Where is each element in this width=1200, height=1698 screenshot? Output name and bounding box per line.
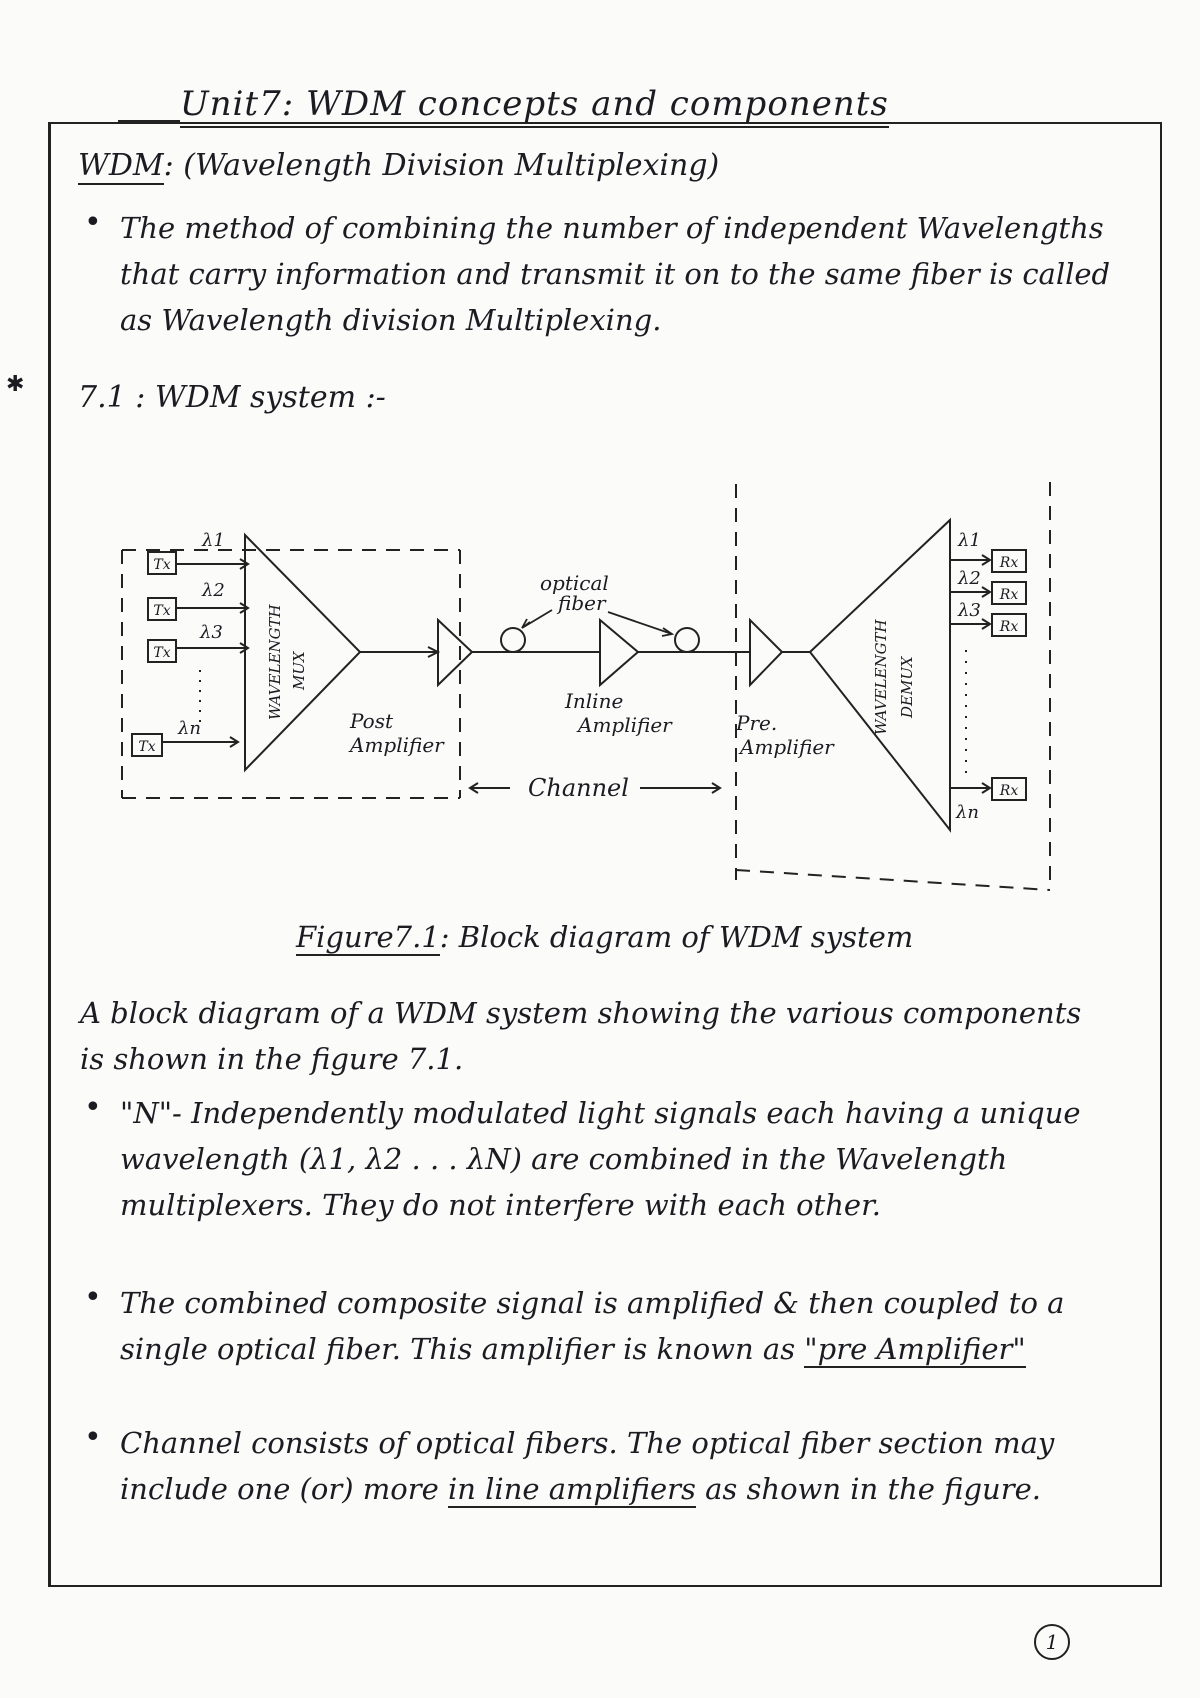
bullet-channel-text-before: Channel consists of optical fibers. The optical fiber section may include one (or) more [120, 1426, 1055, 1506]
channel-label: Channel [528, 774, 629, 802]
figure-caption-prefix: Figure7.1 [296, 920, 440, 954]
rx-label-3: Rx [999, 619, 1019, 635]
tx-block-3 [148, 640, 176, 662]
post-amplifier-triangle [438, 620, 472, 685]
section-heading-7-1: 7.1 : WDM system :- [78, 380, 386, 415]
lambda-1-in: λ1 [202, 530, 225, 551]
fiber-label-line2: fiber [558, 591, 606, 615]
bullet-dot: • [84, 1090, 102, 1125]
rx-label-2: Rx [999, 587, 1019, 603]
tx-block-n [132, 734, 162, 756]
pre-amp-label-line2: Amplifier [740, 735, 834, 759]
page-number: 1 [1034, 1624, 1070, 1660]
pre-amplifier-triangle [750, 620, 782, 685]
wdm-definition-text: The method of combining the number of independent Wavelengths that carry information and transmit it on to the same fiber is called as Wavelength division Multiplexing. [120, 211, 1111, 337]
wdm-expansion: : (Wavelength Division Multiplexing) [163, 148, 720, 183]
pre-amp-label-line1: Pre. [736, 711, 778, 735]
tx-label-n: Tx [138, 739, 156, 755]
body-intro-paragraph: A block diagram of a WDM system showing the various components is shown in the figure 7.1. [80, 996, 1082, 1076]
mux-to-post-amp-arrow [360, 647, 438, 657]
inline-amp-label-line1: Inline [565, 689, 624, 713]
wdm-abbreviation: WDM [78, 148, 164, 183]
fiber-pointer-arrow-2 [608, 612, 672, 636]
tx-block-1 [148, 552, 176, 574]
mux-label-line1: WAVELENGTH [266, 604, 284, 720]
rx-block-2 [992, 582, 1026, 604]
bullet-channel-text-after: as shown in the figure. [705, 1472, 1041, 1506]
bullet-dot: • [84, 1420, 102, 1455]
lambda-n-out: λn [956, 802, 980, 823]
lambda-2-in: λ2 [202, 580, 225, 601]
lambda-n-in: λn [178, 718, 202, 739]
lambda-2-out: λ2 [958, 568, 981, 589]
bullet-pre-amplifier-text: The combined composite signal is amplified & then coupled to a single optical fiber. This amplifier is known as [120, 1286, 1065, 1366]
rx-label-n: Rx [999, 783, 1019, 799]
lambda-3-out: λ3 [958, 600, 981, 621]
inline-amplifier-triangle [600, 620, 638, 685]
rx-block-3 [992, 614, 1026, 636]
rx-block-n [992, 778, 1026, 800]
receiver-dashed-box [736, 480, 1050, 890]
rx-output-arrows [950, 555, 990, 793]
star-mark-icon: ✱ [6, 372, 25, 397]
tx-block-2 [148, 598, 176, 620]
tx-label-3: Tx [153, 645, 171, 661]
fiber-pointer-arrow-1 [522, 610, 552, 628]
pre-amplifier-term: "pre Amplifier" [804, 1332, 1026, 1366]
channel-arrow-left [470, 783, 510, 793]
inline-amp-label-line2: Amplifier [578, 713, 672, 737]
fiber-coil-1 [501, 628, 525, 652]
rx-label-1: Rx [999, 555, 1019, 571]
lambda-1-out: λ1 [958, 530, 981, 551]
wdm-definition-heading [78, 148, 719, 183]
fiber-label-line1: optical [540, 571, 609, 595]
post-amp-label-line2: Amplifier [350, 733, 444, 757]
rx-block-1 [992, 550, 1026, 572]
fiber-coil-2 [675, 628, 699, 652]
bullet-channel [120, 1420, 1120, 1512]
bullet-dot: • [84, 205, 102, 240]
inline-amplifiers-term: in line amplifiers [447, 1472, 696, 1506]
tx-label-2: Tx [153, 603, 171, 619]
demux-label-line2: DEMUX [898, 656, 916, 718]
post-amp-label-line1: Post [350, 709, 393, 733]
wdm-block-diagram [60, 480, 1180, 930]
mux-label-line2: MUX [290, 651, 308, 690]
tx-label-1: Tx [153, 557, 171, 573]
page-title: Unit7: WDM concepts and components [180, 84, 889, 128]
figure-caption [296, 920, 913, 954]
bullet-pre-amplifier [120, 1280, 1120, 1372]
lambda-3-in: λ3 [200, 622, 223, 643]
figure-caption-text: : Block diagram of WDM system [439, 920, 914, 954]
bullet-independent-signals: "N"- Independently modulated light signals each having a unique wavelength (λ1, λ2 . . . λN) are combined in the Wavelength multiplexers. They do not interfere with each other. [120, 1096, 1081, 1222]
demux-label-line1: WAVELENGTH [872, 619, 890, 735]
bullet-dot: • [84, 1280, 102, 1315]
channel-arrow-right [640, 783, 720, 793]
